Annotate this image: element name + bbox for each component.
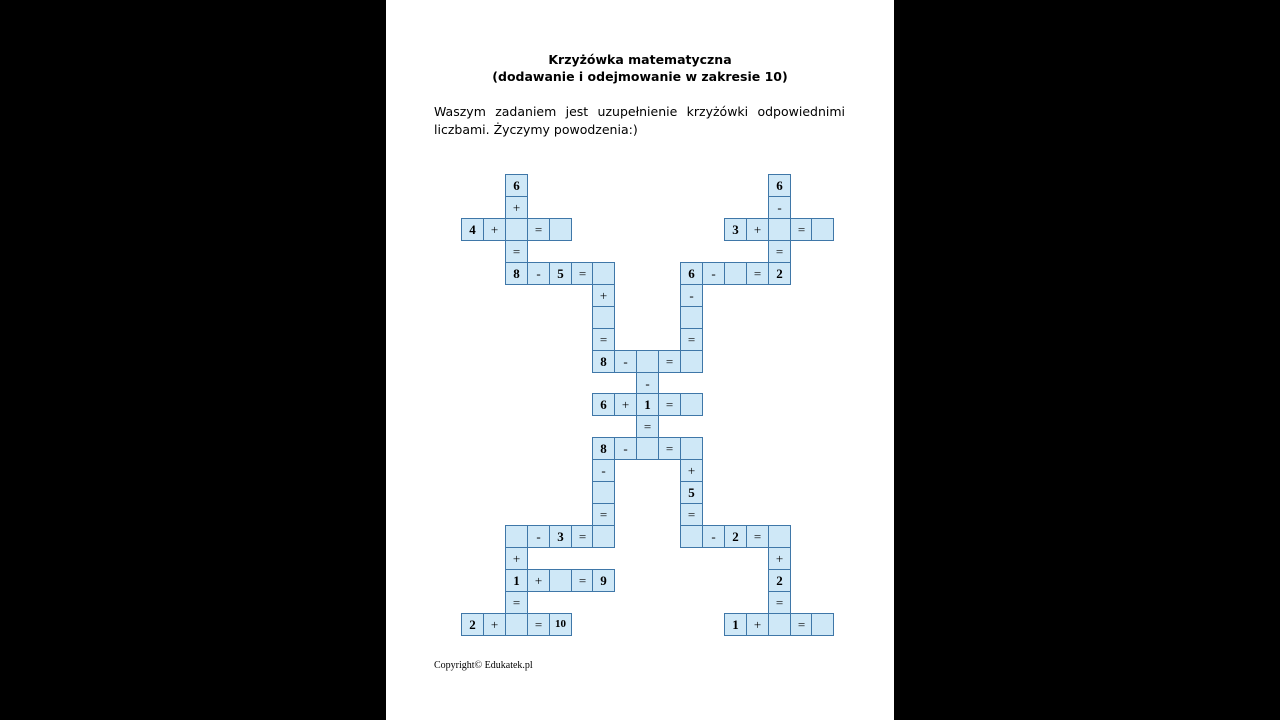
operator-cell: = bbox=[527, 613, 550, 636]
number-cell: 6 bbox=[505, 174, 528, 197]
operator-cell: - bbox=[636, 372, 659, 395]
operator-cell: = bbox=[527, 218, 550, 241]
number-cell: 2 bbox=[461, 613, 484, 636]
operator-cell: = bbox=[790, 613, 813, 636]
operator-cell: = bbox=[658, 393, 681, 416]
operator-cell: - bbox=[680, 284, 703, 307]
operator-cell: - bbox=[527, 525, 550, 548]
operator-cell: - bbox=[768, 196, 791, 219]
worksheet-subtitle: (dodawanie i odejmowanie w zakresie 10) bbox=[492, 69, 788, 84]
number-cell: 3 bbox=[724, 218, 747, 241]
operator-cell: - bbox=[614, 350, 637, 373]
number-cell: 6 bbox=[592, 393, 615, 416]
answer-cell[interactable] bbox=[724, 262, 747, 285]
answer-cell[interactable] bbox=[592, 262, 615, 285]
answer-cell[interactable] bbox=[680, 306, 703, 329]
answer-cell[interactable] bbox=[505, 613, 528, 636]
answer-cell[interactable] bbox=[549, 569, 572, 592]
operator-cell: = bbox=[768, 591, 791, 614]
number-cell: 1 bbox=[724, 613, 747, 636]
answer-cell[interactable] bbox=[505, 218, 528, 241]
operator-cell: + bbox=[505, 196, 528, 219]
operator-cell: = bbox=[592, 503, 615, 526]
answer-cell[interactable] bbox=[636, 437, 659, 460]
worksheet-title: Krzyżówka matematyczna bbox=[548, 52, 732, 67]
operator-cell: = bbox=[636, 415, 659, 438]
answer-cell[interactable] bbox=[505, 525, 528, 548]
answer-cell[interactable] bbox=[768, 613, 791, 636]
number-cell: 1 bbox=[505, 569, 528, 592]
answer-cell[interactable] bbox=[768, 218, 791, 241]
number-cell: 4 bbox=[461, 218, 484, 241]
operator-cell: = bbox=[658, 437, 681, 460]
operator-cell: - bbox=[527, 262, 550, 285]
number-cell: 10 bbox=[549, 613, 572, 636]
operator-cell: = bbox=[592, 328, 615, 351]
crossword-grid bbox=[386, 0, 894, 720]
answer-cell[interactable] bbox=[680, 525, 703, 548]
number-cell: 5 bbox=[680, 481, 703, 504]
number-cell: 2 bbox=[724, 525, 747, 548]
operator-cell: + bbox=[527, 569, 550, 592]
answer-cell[interactable] bbox=[549, 218, 572, 241]
operator-cell: = bbox=[746, 525, 769, 548]
answer-cell[interactable] bbox=[811, 218, 834, 241]
worksheet-page bbox=[386, 0, 894, 720]
operator-cell: = bbox=[746, 262, 769, 285]
operator-cell: + bbox=[592, 284, 615, 307]
operator-cell: + bbox=[680, 459, 703, 482]
operator-cell: = bbox=[571, 525, 594, 548]
number-cell: 9 bbox=[592, 569, 615, 592]
number-cell: 6 bbox=[768, 174, 791, 197]
operator-cell: + bbox=[614, 393, 637, 416]
number-cell: 6 bbox=[680, 262, 703, 285]
answer-cell[interactable] bbox=[680, 350, 703, 373]
operator-cell: = bbox=[658, 350, 681, 373]
operator-cell: = bbox=[571, 569, 594, 592]
answer-cell[interactable] bbox=[592, 525, 615, 548]
operator-cell: + bbox=[483, 218, 506, 241]
operator-cell: - bbox=[702, 262, 725, 285]
operator-cell: + bbox=[746, 218, 769, 241]
number-cell: 1 bbox=[636, 393, 659, 416]
number-cell: 8 bbox=[505, 262, 528, 285]
answer-cell[interactable] bbox=[811, 613, 834, 636]
operator-cell: = bbox=[790, 218, 813, 241]
operator-cell: - bbox=[614, 437, 637, 460]
number-cell: 2 bbox=[768, 262, 791, 285]
number-cell: 8 bbox=[592, 437, 615, 460]
instructions-text: Waszym zadaniem jest uzupełnienie krzyżówki odpowiednimi liczbami. Życzymy powodzenia:) bbox=[434, 104, 845, 137]
operator-cell: - bbox=[702, 525, 725, 548]
operator-cell: = bbox=[571, 262, 594, 285]
operator-cell: = bbox=[680, 328, 703, 351]
answer-cell[interactable] bbox=[592, 481, 615, 504]
answer-cell[interactable] bbox=[680, 393, 703, 416]
operator-cell: + bbox=[483, 613, 506, 636]
answer-cell[interactable] bbox=[768, 525, 791, 548]
operator-cell: + bbox=[768, 547, 791, 570]
operator-cell: - bbox=[592, 459, 615, 482]
operator-cell: = bbox=[505, 240, 528, 263]
operator-cell: = bbox=[505, 591, 528, 614]
number-cell: 3 bbox=[549, 525, 572, 548]
operator-cell: + bbox=[746, 613, 769, 636]
answer-cell[interactable] bbox=[680, 437, 703, 460]
answer-cell[interactable] bbox=[592, 306, 615, 329]
copyright-notice: Copyright© Edukatek.pl bbox=[434, 660, 533, 671]
number-cell: 2 bbox=[768, 569, 791, 592]
operator-cell: + bbox=[505, 547, 528, 570]
operator-cell: = bbox=[768, 240, 791, 263]
number-cell: 5 bbox=[549, 262, 572, 285]
answer-cell[interactable] bbox=[636, 350, 659, 373]
number-cell: 8 bbox=[592, 350, 615, 373]
operator-cell: = bbox=[680, 503, 703, 526]
